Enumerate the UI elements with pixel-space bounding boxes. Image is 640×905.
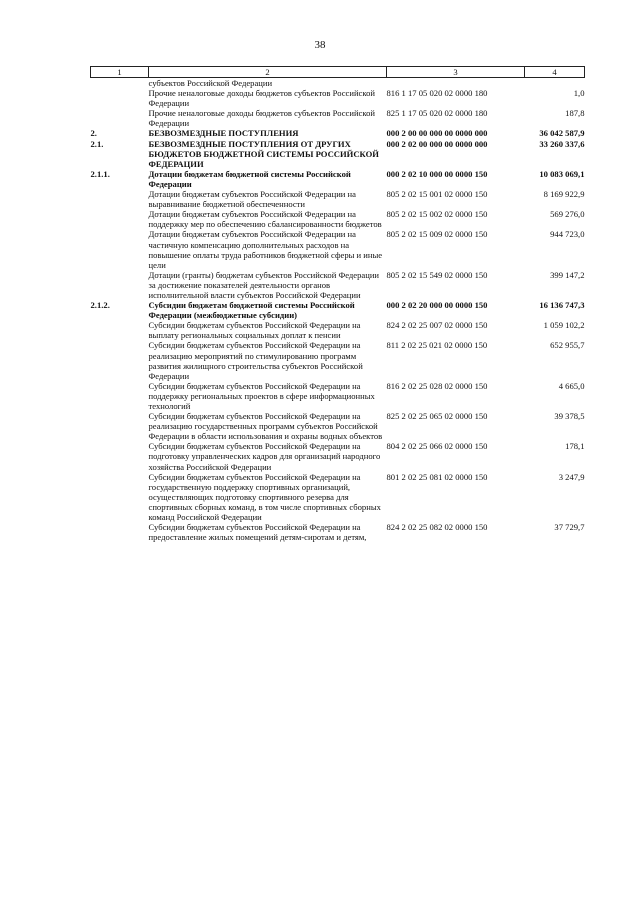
table-row: [91, 381, 585, 411]
table-row: [91, 522, 585, 542]
table-header: [91, 67, 585, 78]
row-name: Прочие неналоговые доходы бюджетов субъектов Российской Федерации: [148, 108, 375, 129]
row-amount: 33 260 337,6: [539, 138, 585, 149]
row-amount: 569 276,0: [550, 209, 585, 220]
row-code: 816 1 17 05 020 02 0000 180: [386, 88, 488, 99]
row-amount: 187,8: [565, 108, 585, 119]
row-amount: 1 059 102,2: [543, 320, 585, 331]
row-amount: 652 955,7: [550, 340, 585, 351]
row-code: 000 2 00 00 000 00 0000 000: [386, 128, 488, 139]
row-code: [387, 78, 525, 89]
page-number: 38: [314, 39, 326, 51]
table-row: [91, 320, 585, 340]
row-amount: 36 042 587,9: [539, 128, 585, 139]
row-number: 2.1.1.: [90, 168, 110, 179]
table-row: [91, 169, 585, 189]
row-code: 824 2 02 25 082 02 0000 150: [386, 522, 488, 533]
row-name: Субсидии бюджетам бюджетной системы Российской Федерации (межбюджетные субсидии): [148, 300, 355, 321]
row-name: Субсидии бюджетам субъектов Российской Федерации на государственную поддержку спортивных организаций, осуществляющих подготовку спортивного резерва для спортивных сборных команд, в том числе спортивных сборных команд Российской Федерации: [148, 471, 381, 523]
row-name: БЕЗВОЗМЕЗДНЫЕ ПОСТУПЛЕНИЯ: [148, 128, 299, 139]
row-number: [91, 189, 149, 209]
row-code: 805 2 02 15 549 02 0000 150: [386, 269, 488, 280]
row-number: [91, 270, 149, 300]
row-name: Прочие неналоговые доходы бюджетов субъектов Российской Федерации: [148, 88, 375, 109]
row-number: [91, 340, 149, 380]
row-amount: 399 147,2: [550, 269, 585, 280]
row-code: 000 2 02 00 000 00 0000 000: [386, 138, 488, 149]
row-amount: 4 665,0: [558, 380, 585, 391]
row-code: 811 2 02 25 021 02 0000 150: [386, 340, 488, 351]
table-row: [91, 88, 585, 108]
row-amount: 16 136 747,3: [539, 300, 585, 311]
row-number: 2.1.: [90, 138, 104, 149]
row-number: [91, 88, 149, 108]
row-code: 825 2 02 25 065 02 0000 150: [386, 411, 488, 422]
row-number: [91, 411, 149, 441]
table-row: [91, 411, 585, 441]
row-code: 816 2 02 25 028 02 0000 150: [386, 380, 488, 391]
row-number: [91, 441, 149, 471]
row-name: Субсидии бюджетам субъектов Российской Федерации на реализацию мероприятий по стимулированию программ развития жилищного строительства субъектов Российской Федерации: [148, 340, 363, 381]
row-amount: 944 723,0: [550, 229, 585, 240]
table-row: [91, 108, 585, 128]
revenue-table: [90, 66, 585, 542]
row-name: Субсидии бюджетам субъектов Российской Федерации на предоставление жилых помещений детям-сиротам и детям,: [148, 522, 367, 543]
row-name: Субсидии бюджетам субъектов Российской Федерации на выплату региональных социальных доплат к пенсии: [148, 320, 361, 341]
row-number: [91, 78, 149, 89]
table-row: [91, 300, 585, 320]
row-number: 2.: [90, 128, 97, 139]
row-number: [91, 229, 149, 269]
row-name: Дотации бюджетам субъектов Российской Федерации на частичную компенсацию дополнительных расходов на повышение оплаты труда работников бюджетной сферы и иные цели: [148, 229, 383, 270]
row-name: Субсидии бюджетам субъектов Российской Федерации на поддержку региональных проектов в сфере информационных технологий: [148, 380, 375, 411]
table-row: [91, 270, 585, 300]
row-number: [91, 108, 149, 128]
row-number: [91, 320, 149, 340]
row-amount: 39 378,5: [554, 411, 585, 422]
table-row: [91, 441, 585, 471]
row-amount: 3 247,9: [558, 471, 585, 482]
table-row: [91, 189, 585, 209]
header-col-3: 3: [387, 67, 525, 78]
row-name: субъектов Российской Федерации: [148, 78, 273, 88]
row-code: 825 1 17 05 020 02 0000 180: [386, 108, 488, 119]
row-name: Дотации бюджетам субъектов Российской Федерации на выравнивание бюджетной обеспеченности: [148, 189, 356, 210]
table-row: [91, 209, 585, 229]
row-code: 824 2 02 25 007 02 0000 150: [386, 320, 488, 331]
row-amount: [525, 78, 585, 89]
row-amount: 1,0: [573, 88, 585, 99]
header-col-4: 4: [525, 67, 585, 78]
row-code: 000 2 02 10 000 00 0000 150: [386, 168, 488, 179]
row-code: 805 2 02 15 009 02 0000 150: [386, 229, 488, 240]
row-number: [91, 381, 149, 411]
row-code: 805 2 02 15 001 02 0000 150: [386, 189, 488, 200]
table-row: [91, 472, 585, 522]
table-row: [91, 229, 585, 269]
row-name: Субсидии бюджетам субъектов Российской Федерации на подготовку управленческих кадров для организаций народного хозяйства Российской Федерации: [148, 441, 381, 472]
row-code: 000 2 02 20 000 00 0000 150: [386, 300, 488, 311]
row-name: Дотации бюджетам субъектов Российской Федерации на поддержку мер по обеспечению сбалансированности бюджетов: [148, 209, 382, 230]
row-code: 801 2 02 25 081 02 0000 150: [386, 471, 488, 482]
row-number: [91, 472, 149, 522]
row-name: Дотации бюджетам бюджетной системы Российской Федерации: [148, 168, 351, 189]
row-name: Дотации (гранты) бюджетам субъектов Российской Федерации за достижение показателей деятельности органов исполнительной власти субъектов Российской Федерации: [148, 269, 380, 300]
row-amount: 8 169 922,9: [543, 189, 585, 200]
table-row: [91, 78, 585, 89]
table-body: [91, 78, 585, 543]
table-row: [91, 128, 585, 138]
row-amount: 10 083 069,1: [539, 168, 585, 179]
header-col-1: 1: [91, 67, 149, 78]
row-name: БЕЗВОЗМЕЗДНЫЕ ПОСТУПЛЕНИЯ ОТ ДРУГИХ БЮДЖЕТОВ БЮДЖЕТНОЙ СИСТЕМЫ РОССИЙСКОЙ ФЕДЕРАЦИИ: [148, 138, 379, 169]
row-amount: 37 729,7: [554, 522, 585, 533]
table-row: [91, 139, 585, 169]
table-row: [91, 340, 585, 380]
header-col-2: 2: [149, 67, 387, 78]
row-code: 805 2 02 15 002 02 0000 150: [386, 209, 488, 220]
row-number: 2.1.2.: [90, 300, 110, 311]
row-amount: 178,1: [565, 441, 585, 452]
row-number: [91, 522, 149, 542]
row-number: [91, 209, 149, 229]
row-name: Субсидии бюджетам субъектов Российской Федерации на реализацию государственных программ субъектов Российской Федерации в области использования и охраны водных объектов: [148, 411, 383, 442]
row-code: 804 2 02 25 066 02 0000 150: [386, 441, 488, 452]
